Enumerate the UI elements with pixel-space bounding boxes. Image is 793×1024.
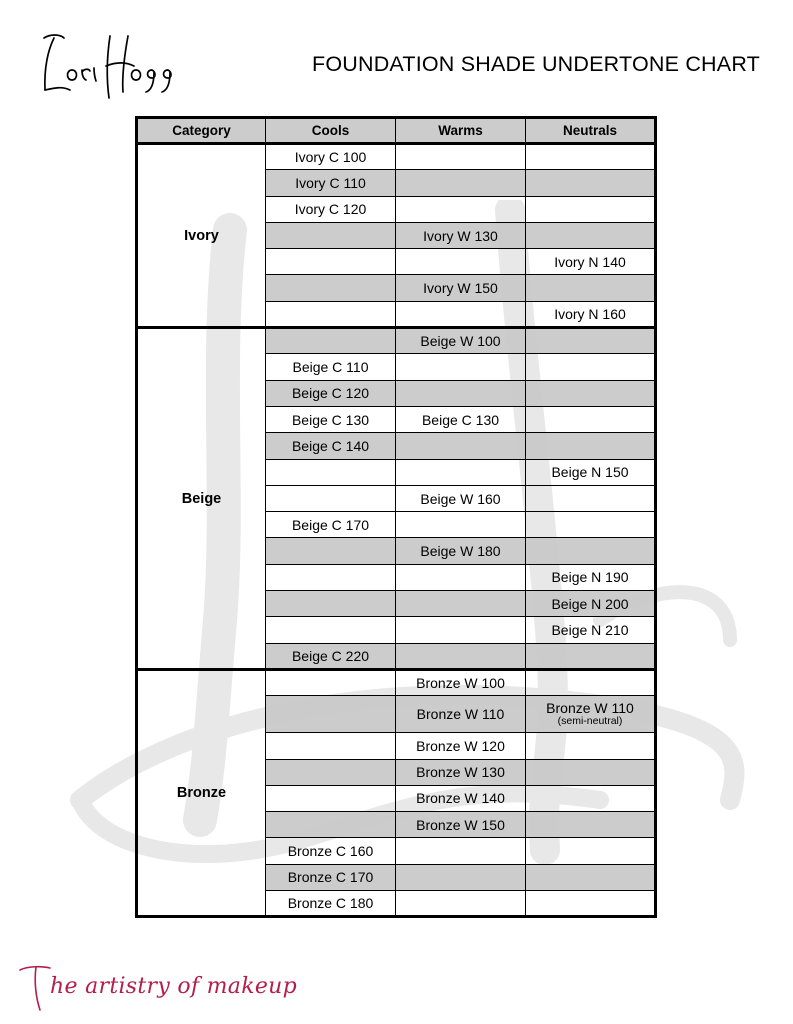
cell-cools: Beige C 170 bbox=[266, 512, 396, 538]
cell-neutrals bbox=[526, 328, 656, 354]
cell-cools bbox=[266, 328, 396, 354]
cell-warms bbox=[396, 512, 526, 538]
cell-neutrals bbox=[526, 538, 656, 564]
cell-neutrals bbox=[526, 759, 656, 785]
cell-warms bbox=[396, 838, 526, 864]
cell-warms bbox=[396, 617, 526, 643]
cell-warms bbox=[396, 144, 526, 170]
cell-warms bbox=[396, 380, 526, 406]
cell-warms: Beige W 100 bbox=[396, 328, 526, 354]
cell-cools bbox=[266, 275, 396, 301]
cell-cools bbox=[266, 733, 396, 759]
cell-cools bbox=[266, 301, 396, 327]
cell-cools bbox=[266, 759, 396, 785]
table-row bbox=[137, 669, 656, 695]
cell-warms bbox=[396, 196, 526, 222]
cell-cools: Beige C 130 bbox=[266, 406, 396, 432]
cell-warms: Ivory W 130 bbox=[396, 222, 526, 248]
cell-cools bbox=[266, 538, 396, 564]
cell-warms: Beige C 130 bbox=[396, 406, 526, 432]
cell-neutrals bbox=[526, 512, 656, 538]
cell-warms bbox=[396, 891, 526, 917]
cell-warms bbox=[396, 170, 526, 196]
header-category: Category bbox=[137, 118, 266, 144]
cell-neutrals bbox=[526, 838, 656, 864]
cell-cools: Beige C 110 bbox=[266, 354, 396, 380]
cell-warms: Ivory W 150 bbox=[396, 275, 526, 301]
cell-cools: Ivory C 100 bbox=[266, 144, 396, 170]
cell-cools bbox=[266, 459, 396, 485]
cell-neutrals: Ivory N 160 bbox=[526, 301, 656, 327]
cell-neutrals bbox=[526, 380, 656, 406]
header-cools: Cools bbox=[266, 118, 396, 144]
cell-warms: Bronze W 130 bbox=[396, 759, 526, 785]
cell-cools bbox=[266, 812, 396, 838]
cell-warms bbox=[396, 433, 526, 459]
cell-neutrals bbox=[526, 144, 656, 170]
table-row bbox=[137, 328, 656, 354]
category-ivory: Ivory bbox=[137, 144, 266, 328]
cell-warms bbox=[396, 564, 526, 590]
document-title: FOUNDATION SHADE UNDERTONE CHART bbox=[312, 52, 760, 76]
cell-neutrals bbox=[526, 433, 656, 459]
cell-cools bbox=[266, 617, 396, 643]
cell-neutrals bbox=[526, 864, 656, 890]
cell-cools bbox=[266, 222, 396, 248]
cell-warms: Beige W 180 bbox=[396, 538, 526, 564]
cell-warms bbox=[396, 301, 526, 327]
cell-warms: Bronze W 110 bbox=[396, 696, 526, 733]
cell-neutrals bbox=[526, 733, 656, 759]
cell-neutrals: Ivory N 140 bbox=[526, 249, 656, 275]
category-bronze: Bronze bbox=[137, 669, 266, 916]
cell-warms bbox=[396, 864, 526, 890]
undertone-chart-table bbox=[135, 116, 657, 918]
cell-cools bbox=[266, 696, 396, 733]
cell-neutrals bbox=[526, 196, 656, 222]
cell-cools bbox=[266, 669, 396, 695]
cell-warms bbox=[396, 249, 526, 275]
table-row bbox=[137, 144, 656, 170]
cell-cools: Ivory C 110 bbox=[266, 170, 396, 196]
cell-neutrals bbox=[526, 669, 656, 695]
cell-cools: Bronze C 170 bbox=[266, 864, 396, 890]
cell-warms: Bronze W 140 bbox=[396, 785, 526, 811]
cell-cools bbox=[266, 591, 396, 617]
cell-cools: Bronze C 160 bbox=[266, 838, 396, 864]
cell-cools bbox=[266, 785, 396, 811]
cell-warms: Beige W 160 bbox=[396, 485, 526, 511]
cell-warms: Bronze W 150 bbox=[396, 812, 526, 838]
header-neutrals: Neutrals bbox=[526, 118, 656, 144]
cell-neutrals bbox=[526, 891, 656, 917]
cell-neutrals: Beige N 190 bbox=[526, 564, 656, 590]
cell-neutrals bbox=[526, 406, 656, 432]
cell-warms: Bronze W 100 bbox=[396, 669, 526, 695]
cell-neutrals bbox=[526, 485, 656, 511]
cell-cools: Bronze C 180 bbox=[266, 891, 396, 917]
cell-neutrals bbox=[526, 275, 656, 301]
cell-cools: Ivory C 120 bbox=[266, 196, 396, 222]
cell-cools bbox=[266, 564, 396, 590]
table-body bbox=[137, 144, 656, 917]
cell-neutrals bbox=[526, 222, 656, 248]
brand-logo bbox=[36, 28, 176, 100]
cell-cools: Beige C 220 bbox=[266, 643, 396, 669]
shade-note: (semi-neutral) bbox=[557, 715, 623, 728]
tagline-text: he artistry of makeup bbox=[50, 974, 298, 999]
cell-cools: Beige C 140 bbox=[266, 433, 396, 459]
cell-neutrals: Beige N 210 bbox=[526, 617, 656, 643]
cell-neutrals bbox=[526, 643, 656, 669]
cell-neutrals bbox=[526, 170, 656, 196]
cell-warms: Bronze W 120 bbox=[396, 733, 526, 759]
category-beige: Beige bbox=[137, 328, 266, 670]
table-header-row bbox=[137, 118, 656, 144]
cell-warms bbox=[396, 591, 526, 617]
cell-neutrals bbox=[526, 785, 656, 811]
cell-neutrals: Beige N 200 bbox=[526, 591, 656, 617]
cell-warms bbox=[396, 643, 526, 669]
cell-warms bbox=[396, 354, 526, 380]
cell-warms bbox=[396, 459, 526, 485]
cell-neutrals: Beige N 150 bbox=[526, 459, 656, 485]
cell-cools: Beige C 120 bbox=[266, 380, 396, 406]
cell-cools bbox=[266, 485, 396, 511]
header-warms: Warms bbox=[396, 118, 526, 144]
shade-name: Bronze W 110 bbox=[546, 700, 634, 717]
cell-neutrals bbox=[526, 812, 656, 838]
cell-cools bbox=[266, 249, 396, 275]
cell-neutrals bbox=[526, 354, 656, 380]
cell-neutrals bbox=[526, 696, 656, 733]
